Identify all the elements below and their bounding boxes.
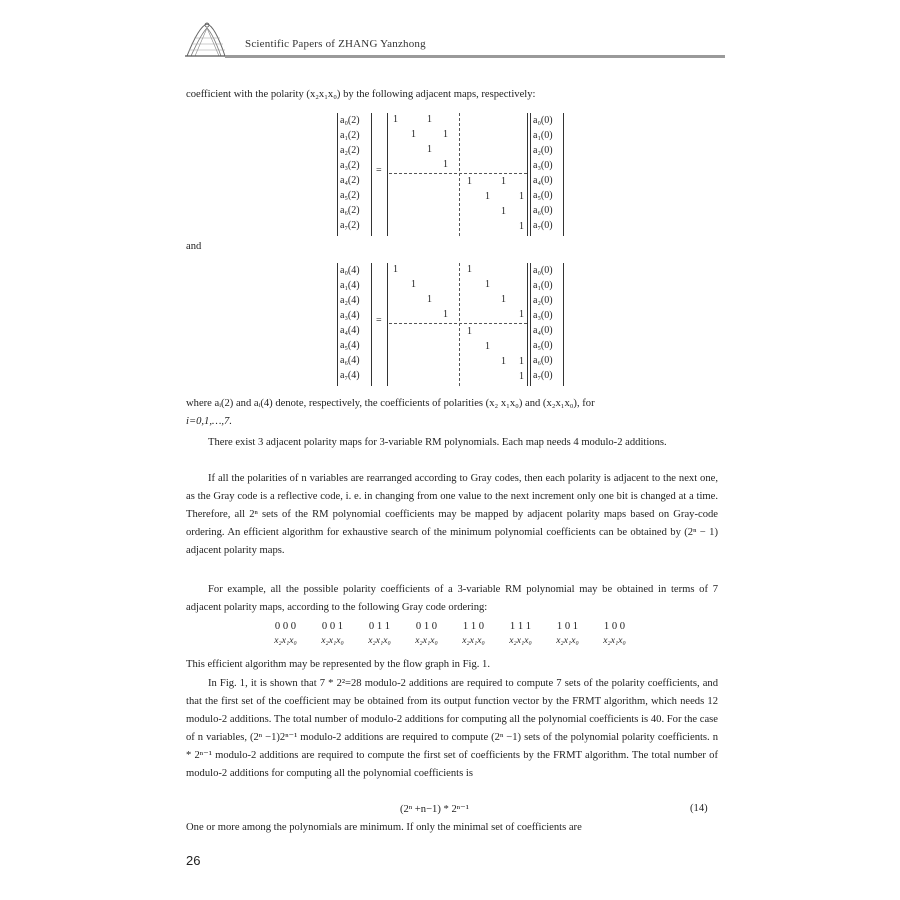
matrix-entry-one: 1 (501, 206, 506, 217)
matrix-entry-one: 1 (427, 144, 432, 155)
matrix-entry-one: 1 (467, 264, 472, 275)
intro-line: coefficient with the polarity (x₂x₁x₀) by the following adjacent maps, respectively: (186, 89, 536, 100)
equation-14: (2ⁿ +n−1) * 2ⁿ⁻¹ (400, 804, 469, 815)
matrix-entry-one: 1 (519, 356, 524, 367)
vector-entry: a₇(2) (340, 220, 360, 231)
matrix-entry-one: 1 (467, 176, 472, 187)
paragraph-2: If all the polarities of n variables are rearranged according to Gray codes, then each polarity is adjacent to the next one, as the Gray code is a reflective code, i. e. in changing from one value to the next increment only one bit is changed at a time. Therefore, all 2ⁿ sets of the RM polynomial coefficients may be mapped by adjacent polarity maps based on Gray-code ordering. An efficient algorithm for exhaustive search of the minimum polynomial coefficients can be obtained by (2ⁿ − 1) adjacent polarity maps. (186, 473, 718, 556)
vector-entry: a₅(2) (340, 190, 360, 201)
vector-entry: a₂(4) (340, 295, 360, 306)
vector-entry: a₄(0) (533, 175, 553, 186)
running-header (185, 22, 725, 62)
vector-entry: a₅(0) (533, 190, 553, 201)
vector-entry: a₀(4) (340, 265, 360, 276)
vector-entry: a₄(2) (340, 175, 360, 186)
matrix-entry-one: 1 (501, 356, 506, 367)
vector-entry: a₁(0) (533, 280, 553, 291)
gray-code-cell: 0 1 0 (415, 621, 438, 632)
matrix-entry-one: 1 (519, 191, 524, 202)
matrix-2-right-vector (533, 263, 553, 383)
matrix-entry-one: 1 (485, 191, 490, 202)
header-rule (225, 55, 725, 58)
matrix-entry-one: 1 (393, 264, 398, 275)
matrix-entry-one: 1 (443, 129, 448, 140)
vector-entry: a₂(0) (533, 295, 553, 306)
and-word: and (186, 241, 202, 252)
gray-code-ordering (262, 621, 642, 646)
vector-entry: a₃(2) (340, 160, 360, 171)
gray-code-cell: 0 1 1 (368, 621, 391, 632)
matrix-entry-one: 1 (427, 114, 432, 125)
matrix-1-left-vector (340, 113, 360, 233)
gray-code-cell: x₂x₁x₀ (462, 636, 485, 646)
matrix-entry-one: 1 (443, 159, 448, 170)
gray-code-cell: x₂x₁x₀ (556, 636, 579, 646)
vector-entry: a₇(0) (533, 370, 553, 381)
gray-code-cell: x₂x₁x₀ (603, 636, 626, 646)
gray-code-cell: x₂x₁x₀ (274, 636, 297, 646)
vector-entry: a₆(4) (340, 355, 360, 366)
gray-code-cell: 0 0 0 (274, 621, 297, 632)
gray-code-cell: 1 0 1 (556, 621, 579, 632)
matrix-entry-one: 1 (519, 309, 524, 320)
vector-entry: a₃(0) (533, 160, 553, 171)
paragraph-3: For example, all the possible polarity coefficients of a 3-variable RM polynomial may be obtained in terms of 7 adjacent polarity maps, according to the following Gray code ordering: (186, 584, 718, 613)
gray-code-cell: 0 0 1 (321, 621, 344, 632)
matrix-entry-one: 1 (519, 221, 524, 232)
matrix-entry-one: 1 (443, 309, 448, 320)
paragraph-4: This efficient algorithm may be represented by the flow graph in Fig. 1. (186, 659, 491, 670)
gray-code-cell: x₂x₁x₀ (415, 636, 438, 646)
gray-code-cell: 1 1 0 (462, 621, 485, 632)
equation-number: (14) (690, 803, 708, 814)
vector-entry: a₀(0) (533, 265, 553, 276)
matrix-entry-one: 1 (485, 341, 490, 352)
matrix-entry-one: 1 (519, 371, 524, 382)
vector-entry: a₁(0) (533, 130, 553, 141)
vector-entry: a₁(4) (340, 280, 360, 291)
vector-entry: a₁(2) (340, 130, 360, 141)
vector-entry: a₆(0) (533, 205, 553, 216)
matrix-entry-one: 1 (467, 326, 472, 337)
vector-entry: a₇(4) (340, 370, 360, 381)
vector-entry: a₇(0) (533, 220, 553, 231)
vector-entry: a₃(4) (340, 310, 360, 321)
gray-code-cell: x₂x₁x₀ (368, 636, 391, 646)
matrix-1: a₀(2) a₁(2) a₂(2) a₃(2) a₄(2) a₅(2) a₆(2) a₇(2) = a₀(0) a₁(0) a₂(0) a₃(0) a₄(0) a₅(0) a₆(0) a₇(0) 1 1 1 1 1 1 1 1 1 1 1 1 (335, 113, 565, 238)
matrix-entry-one: 1 (411, 279, 416, 290)
vector-entry: a₅(4) (340, 340, 360, 351)
vector-entry: a₂(0) (533, 145, 553, 156)
vector-entry: a₀(2) (340, 115, 360, 126)
where-line-2: i=0,1,…,7. (186, 416, 232, 427)
paragraph-1: There exist 3 adjacent polarity maps for 3-variable RM polynomials. Each map needs 4 modulo-2 additions. (208, 437, 667, 448)
last-line: One or more among the polynomials are minimum. If only the minimal set of coefficients are (186, 822, 582, 833)
matrix-1-right-vector (533, 113, 553, 233)
gray-code-cell: x₂x₁x₀ (321, 636, 344, 646)
vector-entry: a₆(2) (340, 205, 360, 216)
where-line-1: where aᵢ(2) and aᵢ(4) denote, respectively, the coefficients of polarities (x₂ x₁x₀) and (x₂x₁x₀), for (186, 398, 595, 409)
vector-entry: a₅(0) (533, 340, 553, 351)
page-number: 26 (186, 853, 201, 868)
matrix-entry-one: 1 (393, 114, 398, 125)
matrix-2: a₀(4) a₁(4) a₂(4) a₃(4) a₄(4) a₅(4) a₆(4) a₇(4) = a₀(0) a₁(0) a₂(0) a₃(0) a₄(0) a₅(0) a₆(0) a₇(0) 1 1 1 1 1 1 1 1 1 1 1 1 1 (335, 263, 565, 388)
gray-code-cell: 1 1 1 (509, 621, 532, 632)
vector-entry: a₀(0) (533, 115, 553, 126)
paragraph-5: In Fig. 1, it is shown that 7 * 2²=28 modulo-2 additions are required to compute 7 sets of the polarity coefficients, and that the first set of the coefficient may be obtained from its output function vector by the FRMT algorithm, which needs 12 modulo-2 additions. The total number of modulo-2 additions for computing all the polynomial coefficients is 40. For the case of n variables, (2ⁿ −1)2ⁿ⁻¹ modulo-2 additions are required to compute (2ⁿ −1) sets of the polynomial polarity coefficients. n * 2ⁿ⁻¹ modulo-2 additions are required to compute the first set of coefficients by the FRMT algorithm. The total number of modulo-2 additions for computing all the polynomial coefficients is (186, 678, 718, 779)
gray-code-cell: x₂x₁x₀ (509, 636, 532, 646)
matrix-entry-one: 1 (485, 279, 490, 290)
vector-entry: a₄(4) (340, 325, 360, 336)
vector-entry: a₄(0) (533, 325, 553, 336)
vector-entry: a₆(0) (533, 355, 553, 366)
header-title: Scientific Papers of ZHANG Yanzhong (245, 38, 426, 50)
matrix-entry-one: 1 (427, 294, 432, 305)
matrix-entry-one: 1 (501, 176, 506, 187)
gray-code-cell: 1 0 0 (603, 621, 626, 632)
matrix-2-left-vector (340, 263, 360, 383)
vector-entry: a₂(2) (340, 145, 360, 156)
matrix-entry-one: 1 (411, 129, 416, 140)
vector-entry: a₃(0) (533, 310, 553, 321)
matrix-entry-one: 1 (501, 294, 506, 305)
